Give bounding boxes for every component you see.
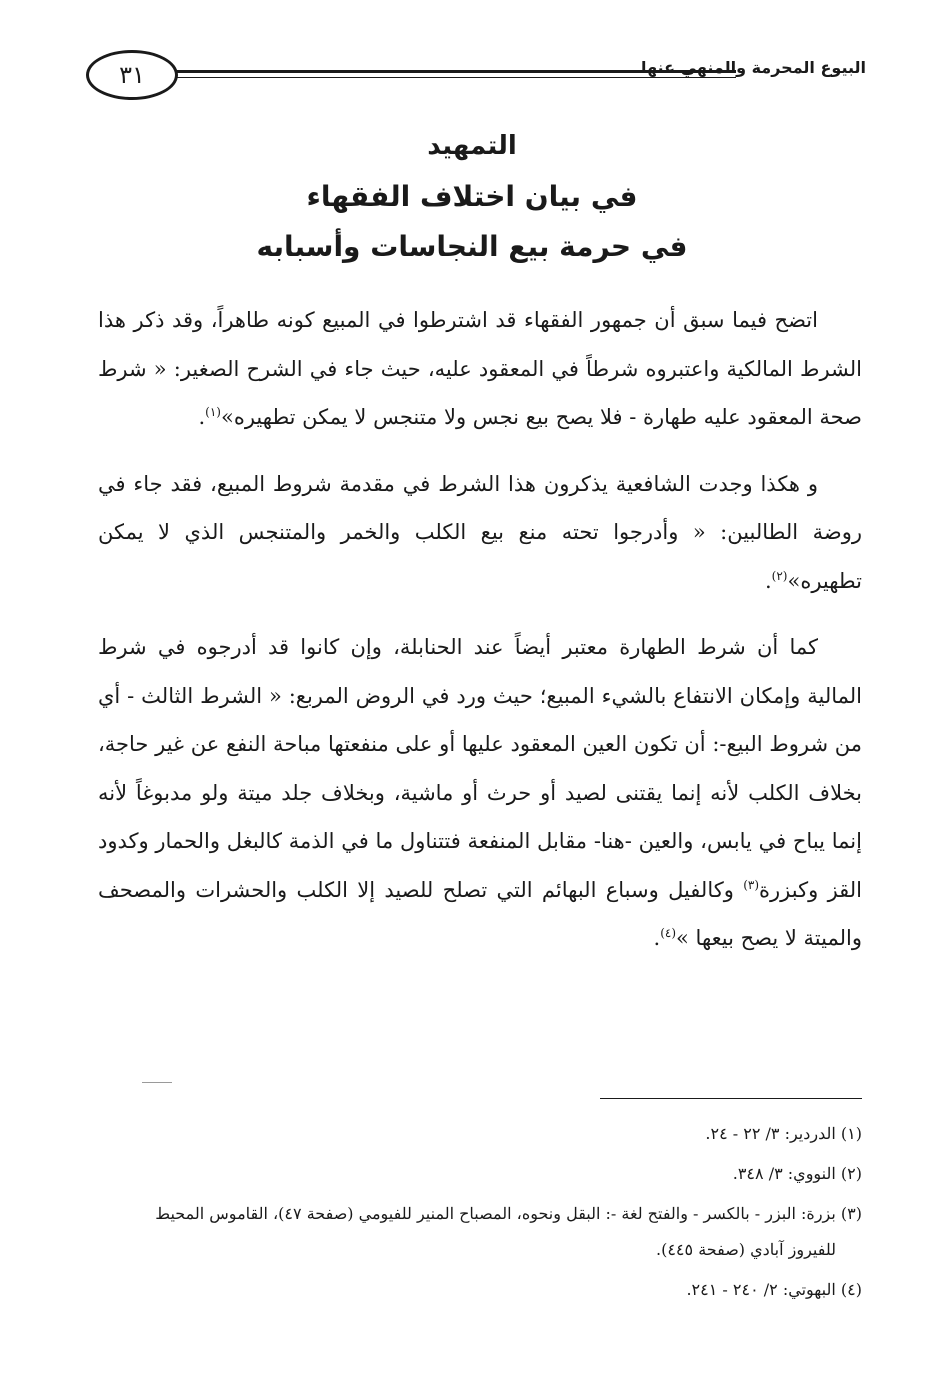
footnote [98,1196,862,1268]
running-title: البيوع المحرمة والمنهي عنها [640,58,866,77]
footnote-ref[interactable]: (١) [205,405,221,419]
stray-mark [142,1082,172,1083]
footnotes [98,1116,862,1312]
footnote-ref[interactable]: (٣) [743,877,760,892]
footnote: (٢) النووي: ٣/ ٣٤٨. [732,1164,862,1183]
section-subtitle-2: في حرمة بيع النجاسات وأسبابه [256,230,688,263]
footnote-separator [600,1098,862,1099]
paragraph-text: و هكذا وجدت الشافعية يذكرون هذا الشرط في مقدمة شروط المبيع، فقد جاء في روضة الطالبين: « وأدرجوا تحته منع بيع الكلب والخمر والمتنجس الذي لا يمكن تطهيره» [98,471,862,593]
paragraph-text: كما أن شرط الطهارة معتبر أيضاً عند الحنابلة، وإن كانوا قد أدرجوه في شرط المالية وإمكان الانتفاع بالشيء المبيع؛ حيث ورد في الروض المربع: « الشرط الثالث - أي من شروط البيع-: أن تكون العين المعقود عليها أو على منفعتها مباحة النفع عن غير حاجة، بخلاف الكلب لأنه إنما يقتنى لصيد أو حرث أو ماشية، وبخلاف جلد ميتة ولو مدبوغاً لأنه إنما يباح في يابس، والعين -هنا- مقابل المنفعة فتتناول ما في الذمة كالبغل والحمار وكدود القز وكبزرة [98,635,863,902]
section-title: التمهيد [427,131,517,161]
footnote-continuation: للفيروز آبادي (صفحة ٤٤٥). [656,1240,836,1259]
paragraph [98,460,862,606]
page-number-badge [86,50,178,100]
footnote: (٤) البهوتي: ٢/ ٢٤٠ - ٢٤١. [686,1280,862,1299]
paragraph-text: اتضح فيما سبق أن جمهور الفقهاء قد اشترطوا في المبيع كونه طاهراً، وقد ذكر هذا الشرط المالكية واعتبروه شرطاً في المعقود عليه، حيث جاء في الشرح الصغير: « شرط صحة المعقود عليه طهارة - فلا يصح بيع نجس ولا متنجس لا يمكن تطهيره» [98,308,862,429]
paragraph [98,623,862,963]
header-rule-thin [176,77,736,78]
footnote-ref[interactable]: (٢) [771,568,788,583]
paragraph-text-continued: وكالفيل وسباع البهائم التي تصلح للصيد إلا الكلب والحشرات والمصحف والميتة لا يصح بيعها » [98,877,862,950]
section-subtitle-1: في بيان اختلاف الفقهاء [306,180,638,213]
section-titles [100,120,844,272]
paragraph [98,296,862,442]
paragraph-end: . [653,926,661,950]
paragraph-end: . [198,405,206,429]
footnote: (١) الدردير: ٣/ ٢٢ - ٢٤. [705,1124,862,1143]
paragraph-end: . [764,568,772,593]
page-header [86,50,866,100]
page-number: ٣١ [119,61,145,89]
footnote-text: (٣) بزرة: البزر - بالكسر - والفتح لغة -: البقل ونحوه، المصباح المنير للفيومي (صفحة ٤٧)، القاموس المحيط [155,1204,862,1223]
footnote-ref[interactable]: (٤) [660,926,677,940]
body-text [98,296,862,981]
